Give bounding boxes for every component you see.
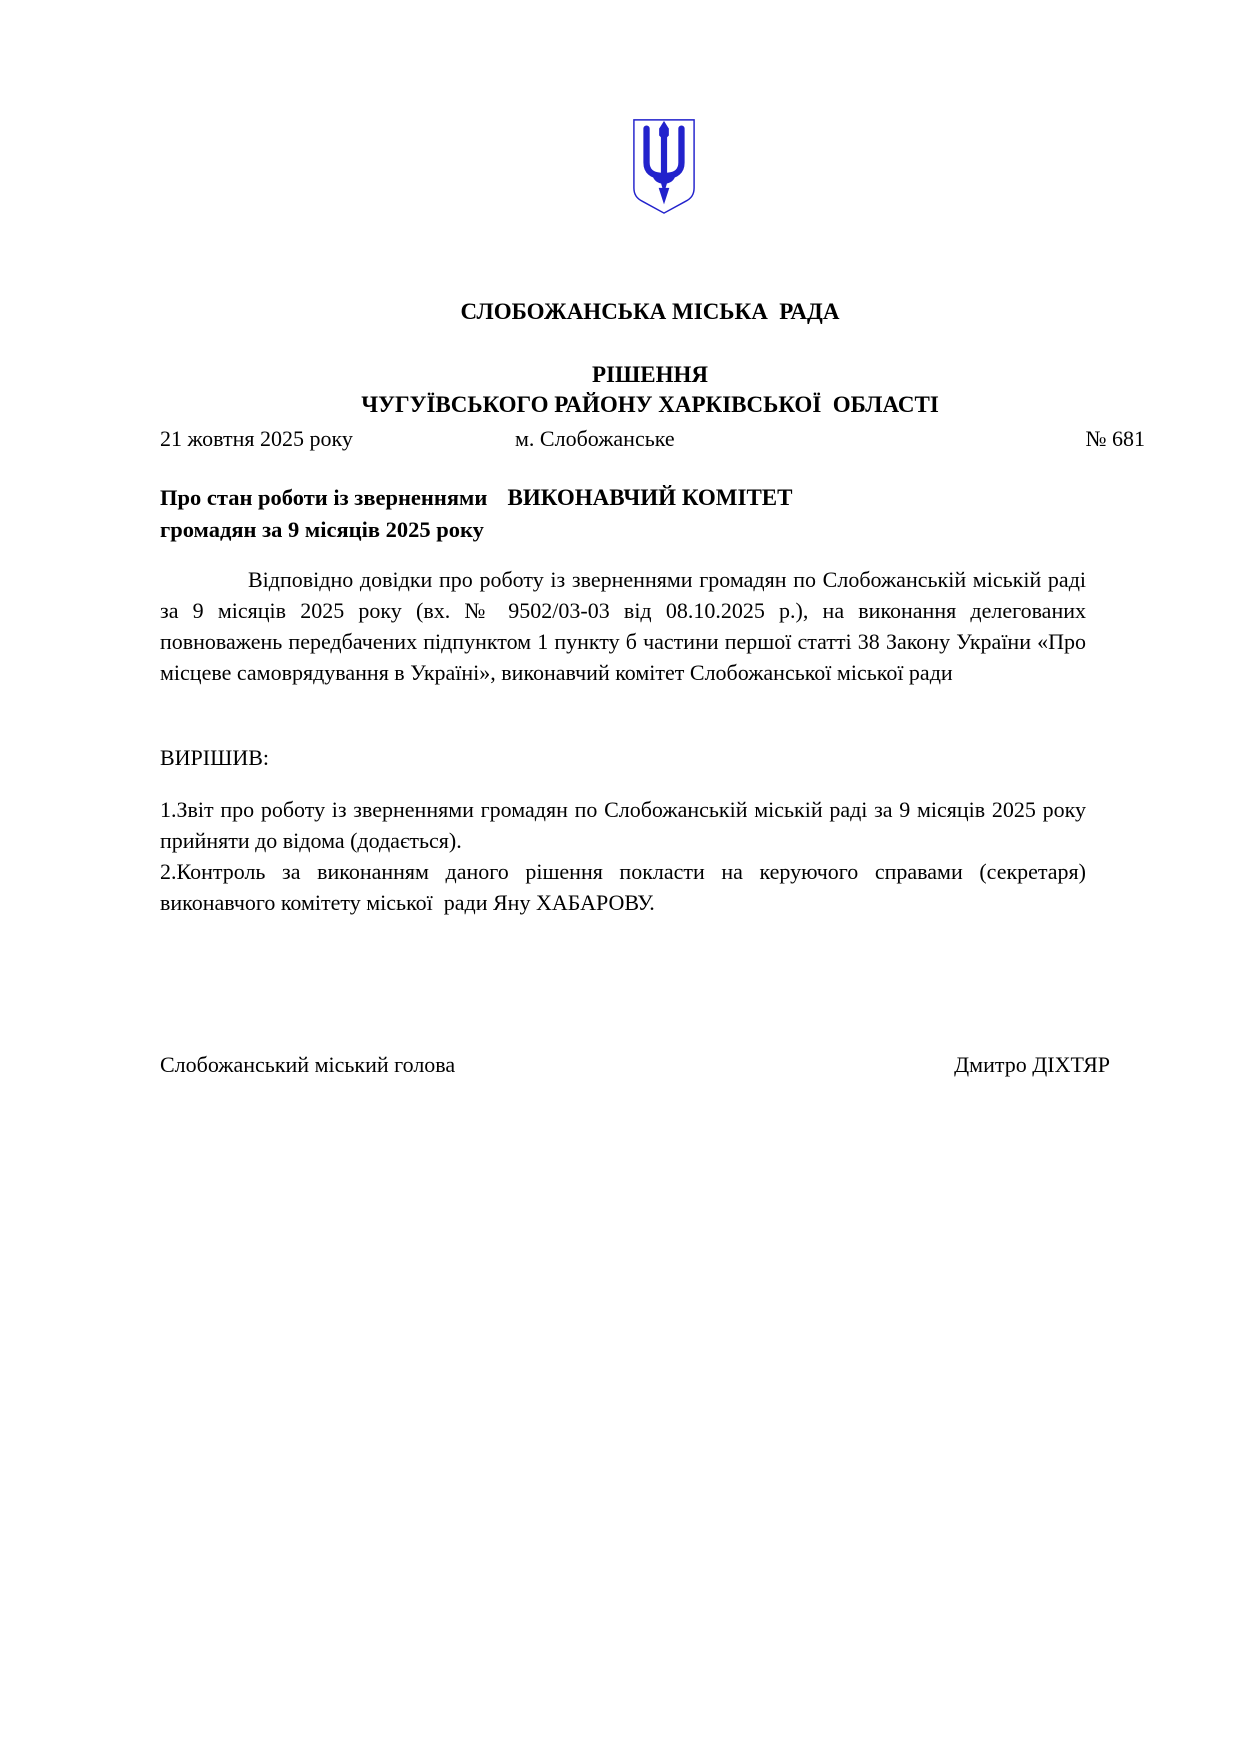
resolution-item-2: 2.Контроль за виконанням даного рішення покласти на керуючого справами (секретаря) виконавчого комітету міської ради Яну ХАБАРОВУ. (160, 859, 1092, 915)
resolved-label: ВИРІШИВ: (160, 745, 269, 770)
subject-line-1: Про стан роботи із зверненнями (160, 485, 488, 510)
doc-number: № 681 (1085, 426, 1145, 451)
doc-type-title: РІШЕННЯ (592, 362, 708, 387)
meta-row (160, 423, 1145, 454)
doc-place: м. Слобожанське (515, 426, 675, 451)
org-name-line-3: ВИКОНАВЧИЙ КОМІТЕТ (507, 485, 793, 510)
subject-line-2: громадян за 9 місяців 2025 року (160, 517, 484, 542)
subject-block (160, 482, 487, 546)
signer-name: Дмитро ДІХТЯР (954, 1052, 1110, 1077)
org-name-line-1: СЛОБОЖАНСЬКА МІСЬКА РАДА (460, 299, 840, 324)
resolution-item-1: 1.Звіт про роботу із зверненнями громадян по Слобожанській міській раді за 9 місяців 2025 року прийняти до відома (додається). (160, 797, 1092, 853)
org-name-line-2: ЧУГУЇВСЬКОГО РАЙОНУ ХАРКІВСЬКОЇ ОБЛАСТІ (361, 392, 939, 417)
signer-position: Слобожанський міський голова (160, 1052, 456, 1077)
signature-row (160, 1049, 1110, 1080)
resolution-items (160, 794, 1092, 918)
doc-date: 21 жовтня 2025 року (160, 426, 353, 451)
coat-of-arms-emblem (630, 117, 698, 216)
intro-paragraph: Відповідно довідки про роботу із зверненнями громадян по Слобожанській міській раді за 9 місяців 2025 року (вх. № 9502/03-03 від 08.10.2025 р.), на виконання делегованих повноважень передбачених підпунктом 1 пункту б частини першої статті 38 Закону України «Про місцеве самоврядування в Україні», виконавчий комітет Слобожанської міської ради (160, 567, 1086, 685)
